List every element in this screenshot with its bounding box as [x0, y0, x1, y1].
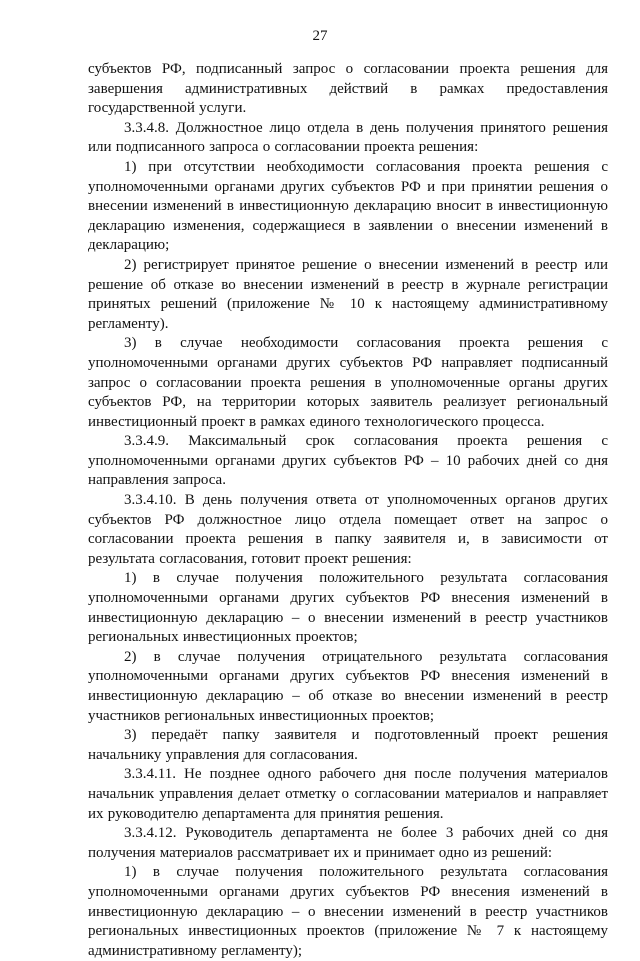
paragraph-3-3-4-10-item-1: 1) в случае получения положительного результата согласования уполномоченными органами других субъектов РФ внесения изменений в инвестиционную декларацию – о внесении изменений в реестр участников региональных инвестиционных проектов;	[88, 570, 608, 646]
paragraph-3-3-4-8: 3.3.4.8. Должностное лицо отдела в день получения принятого решения или подписанного запроса о согласовании проекта решения:	[88, 119, 608, 156]
paragraph-3-3-4-8-item-2: 2) регистрирует принятое решение о внесении изменений в реестр или решение об отказе во внесении изменений в реестр в журнале регистрации принятых решений (приложение № 10 к настоящему административному регламенту).	[88, 256, 608, 332]
paragraph-3-3-4-8-item-3: 3) в случае необходимости согласования проекта решения с уполномоченными органами других субъектов РФ направляет подписанный запрос о согласовании проекта решения в уполномоченные органы других субъектов РФ, на территории которых заявитель реализует региональный инвестиционный проект в рамках единого технологического процесса.	[88, 335, 608, 430]
document-body	[88, 60, 608, 961]
paragraph-3-3-4-8-item-1: 1) при отсутствии необходимости согласования проекта решения с уполномоченными органами других субъектов РФ и при принятии решения о внесении изменений в инвестиционную декларацию вносит в инвестиционную декларацию изменения, содержащиеся в заявлении о внесении изменений в декларацию;	[88, 158, 608, 254]
paragraph-3-3-4-10-item-3: 3) передаёт папку заявителя и подготовленный проект решения начальнику управления для согласования.	[88, 727, 608, 763]
page-number: 27	[312, 28, 328, 44]
paragraph-continuation: субъектов РФ, подписанный запрос о согласовании проекта решения для завершения административных действий в рамках предоставления государственной услуги.	[88, 61, 608, 117]
paragraph-3-3-4-12-item-1: 1) в случае получения положительного результата согласования уполномоченными органами других субъектов РФ внесения изменений в инвестиционную декларацию – о внесении изменений в реестр участников региональных инвестиционных проектов (приложение № 7 к настоящему административному регламенту);	[88, 864, 608, 959]
paragraph-3-3-4-11: 3.3.4.11. Не позднее одного рабочего дня после получения материалов начальник управления делает отметку о согласовании материалов и направляет их руководителю департамента для принятия решения.	[88, 766, 608, 822]
paragraph-3-3-4-12: 3.3.4.12. Руководитель департамента не более 3 рабочих дней со дня получения материалов рассматривает их и принимает одно из решений:	[88, 825, 608, 861]
paragraph-3-3-4-9: 3.3.4.9. Максимальный срок согласования проекта решения с уполномоченными органами других субъектов РФ – 10 рабочих дней со дня направления запроса.	[88, 433, 608, 489]
paragraph-3-3-4-10: 3.3.4.10. В день получения ответа от уполномоченных органов других субъектов РФ должностное лицо отдела помещает ответ на запрос о согласовании проекта решения в папку заявителя и, в зависимости от результата согласования, готовит проект решения:	[88, 492, 608, 567]
paragraph-3-3-4-10-item-2: 2) в случае получения отрицательного результата согласования уполномоченными органами других субъектов РФ внесения изменений в инвестиционную декларацию – об отказе во внесении изменений в реестр участников региональных инвестиционных проектов;	[88, 648, 608, 724]
